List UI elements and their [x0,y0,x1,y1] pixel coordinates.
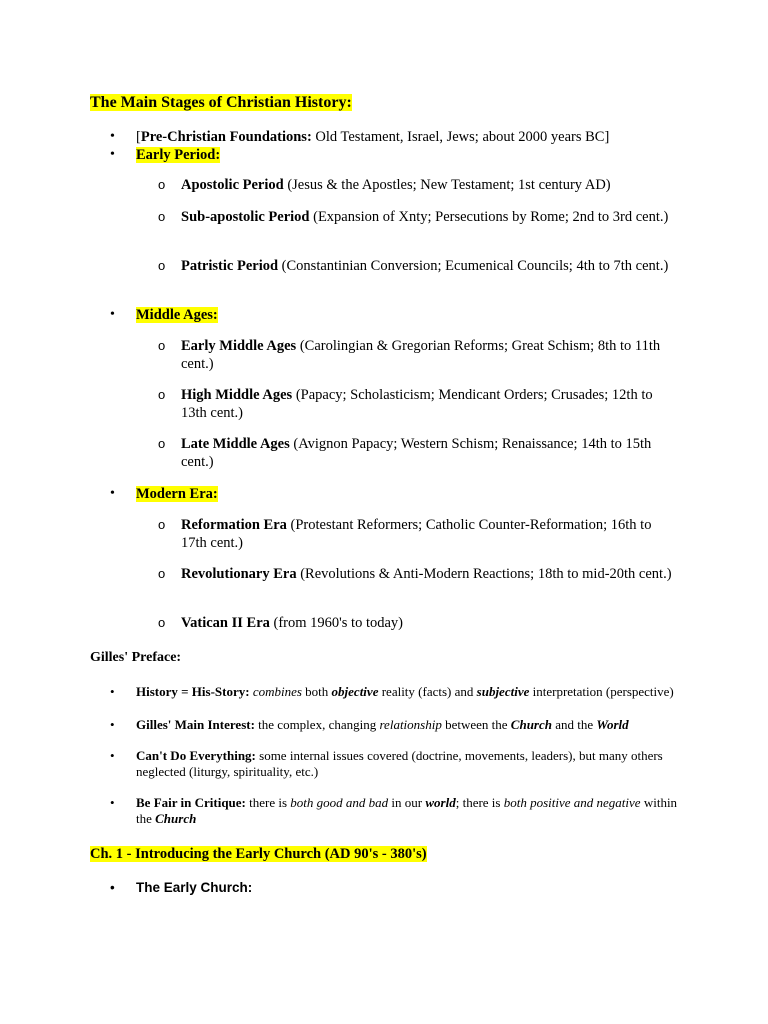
list-item-cant-do-everything [113,748,693,780]
italic-run: both positive and negative [503,795,641,810]
text-run: ; there is [455,795,504,810]
sub-bullet-marker: o [158,615,166,630]
sub-item-early-middle-ages [158,337,678,373]
sub-item-label: Late Middle Ages [181,436,290,452]
bold-italic-run: Church [510,717,552,732]
sub-item-text: (Revolutions & Anti-Modern Reactions; 18th to mid-20th cent.) [296,566,672,582]
early-period-label: Early Period: [136,147,221,163]
bold-italic-run: world [425,795,456,810]
sub-item-label: Revolutionary Era [181,566,297,582]
sub-bullet-marker: o [158,566,166,581]
list-item-main-interest [113,717,693,733]
item-label: Gilles' Main Interest: [136,717,255,732]
italic-run: both good and bad [290,795,389,810]
chapter-1-heading [90,846,427,863]
italic-run: combines [252,684,302,699]
sub-item-text: (Constantinian Conversion; Ecumenical Councils; 4th to 7th cent.) [278,258,669,274]
sub-item-text: (Expansion of Xnty; Persecutions by Rome; 2nd to 3rd cent.) [309,209,669,225]
list-item-middle-ages [113,306,693,324]
list-item-pre-christian [113,128,693,146]
sub-bullet-marker: o [158,338,166,353]
sub-item-text: (from 1960's to today) [269,615,403,631]
text-run: there is [245,795,291,810]
sub-item-label: Apostolic Period [181,177,284,193]
text-run: reality (facts) and [378,684,477,699]
text-run: some internal issues covered (doctrine, movements, leaders), but many others neglected (liturgy, spirituality, etc.) [136,748,663,779]
sub-bullet-marker: o [158,387,166,402]
sub-bullet-marker: o [158,177,166,192]
sub-item-text: (Carolingian & Gregorian Reforms; Great Schism; 8th to 11th cent.) [181,338,661,372]
sub-item-vatican-ii [158,614,678,632]
sub-bullet-marker: o [158,209,166,224]
pre-christian-text: Old Testament, Israel, Jews; about 2000 years BC] [311,129,610,145]
sub-item-text: (Jesus & the Apostles; New Testament; 1st century AD) [283,177,611,193]
bold-italic-run: World [596,717,629,732]
sub-item-label: Patristic Period [181,258,279,274]
sub-item-apostolic [158,176,678,194]
sub-bullet-marker: o [158,258,166,273]
sub-item-revolutionary [158,565,678,583]
gilles-heading: Gilles' Preface: [90,650,182,665]
sub-item-label: High Middle Ages [181,387,293,403]
text-run: between the [441,717,511,732]
list-item-early-church [113,880,252,895]
bold-italic-run: objective [331,684,379,699]
sub-bullet-marker: o [158,517,166,532]
text-run: within the [136,795,678,826]
list-item-early-period [113,146,693,164]
sub-item-reformation [158,516,678,552]
list-item-history [113,684,693,700]
sub-item-high-middle-ages [158,386,678,422]
sub-bullet-marker: o [158,436,166,451]
text-run: in our [388,795,426,810]
item-label: History = His-Story: [136,684,250,699]
item-label: Be Fair in Critique: [136,795,246,810]
modern-era-label: Modern Era: [136,486,218,502]
sub-item-label: Reformation Era [181,517,287,533]
bracket: [ [136,129,141,145]
sub-item-late-middle-ages [158,435,678,471]
sub-item-label: Vatican II Era [181,615,270,631]
bold-italic-run: Church [155,811,197,826]
sub-item-label: Early Middle Ages [181,338,297,354]
text-run: both [301,684,332,699]
sub-item-text: (Avignon Papacy; Western Schism; Renaissance; 14th to 15th cent.) [181,436,652,470]
bold-italic-run: subjective [476,684,530,699]
sub-item-text: (Protestant Reformers; Catholic Counter-Reformation; 16th to 17th cent.) [181,517,652,551]
pre-christian-label: Pre-Christian Foundations: [140,129,312,145]
sub-item-sub-apostolic [158,208,678,226]
item-label: Can't Do Everything: [136,748,256,763]
main-heading [90,94,352,112]
sub-item-patristic [158,257,678,275]
text-run: the complex, changing [254,717,380,732]
italic-run: relationship [379,717,442,732]
sub-item-text: (Papacy; Scholasticism; Mendicant Orders; Crusades; 12th to 13th cent.) [181,387,653,421]
text-run: interpretation (perspective) [529,684,674,699]
main-heading-text: The Main Stages of Christian History: [90,94,352,111]
list-item-be-fair [113,795,693,827]
middle-ages-label: Middle Ages: [136,307,218,323]
sub-item-label: Sub-apostolic Period [181,209,310,225]
early-church-label: • The Early Church: [136,880,253,895]
list-item-modern-era [113,485,693,503]
chapter-1-heading-text: Ch. 1 - Introducing the Early Church (AD 90's - 380's) [90,846,427,862]
text-run: and the [552,717,597,732]
